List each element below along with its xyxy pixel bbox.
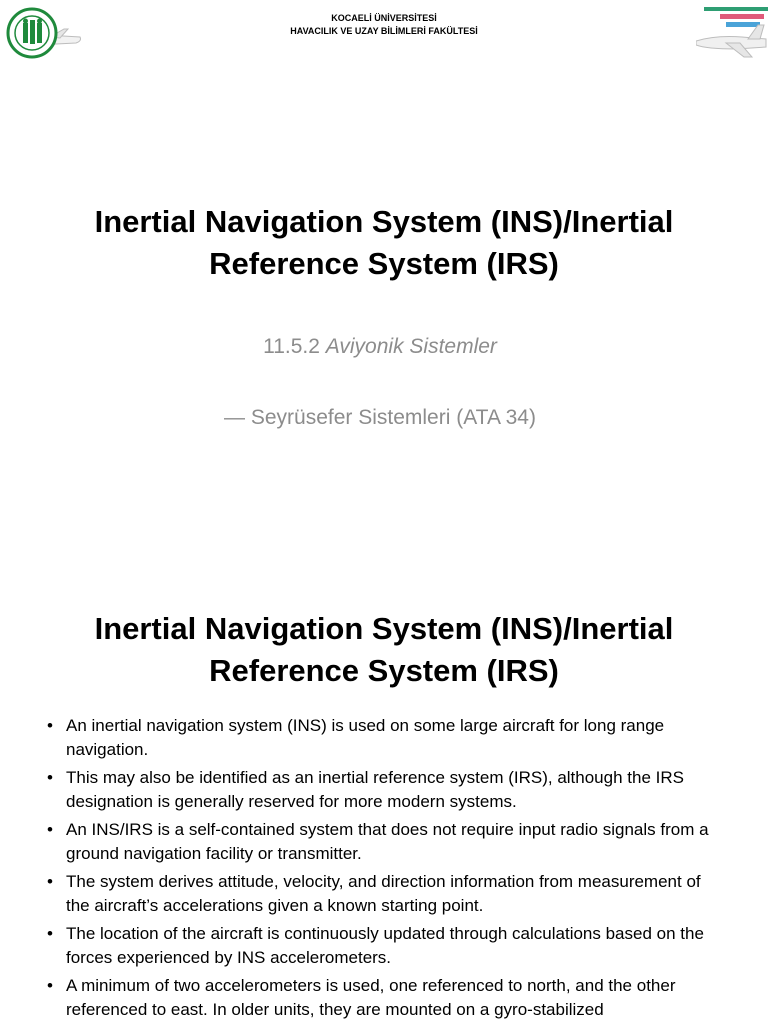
bullet-item [44, 714, 724, 762]
bullet-text: The location of the aircraft is continuously updated through calculations based on the forces experienced by INS accelerometers. [66, 924, 704, 967]
header-institution [0, 12, 768, 38]
bullet-marker: • [47, 768, 53, 787]
bullet-item [44, 922, 724, 970]
bullet-marker: • [47, 924, 53, 943]
slide-header [0, 0, 768, 62]
subtitle-topic: Aviyonik Sistemler [325, 335, 497, 358]
bullet-text: A minimum of two accelerometers is used, one referenced to north, and the other referenced to east. In older units, they are mounted on a gyro-stabilized [66, 976, 676, 1019]
title-line-2: Reference System (IRS) [209, 653, 559, 688]
subtitle-number: 11.5.2 [263, 335, 326, 358]
bullet-marker: • [47, 976, 53, 995]
bullet-text: This may also be identified as an inertial reference system (IRS), although the IRS designation is generally reserved for more modern systems. [66, 768, 684, 811]
bullet-text: An INS/IRS is a self-contained system that does not require input radio signals from a ground navigation facility or transmitter. [66, 820, 709, 863]
bullet-item [44, 870, 724, 918]
bullet-marker: • [47, 716, 53, 735]
subtitle-course [0, 335, 760, 359]
bullet-item [44, 974, 724, 1022]
bullet-marker: • [47, 820, 53, 839]
faculty-name: HAVACILIK VE UZAY BİLİMLERİ FAKÜLTESİ [290, 26, 478, 36]
bullet-marker: • [47, 872, 53, 891]
subtitle-chapter: — Seyrüsefer Sistemleri (ATA 34) [224, 406, 536, 429]
aircraft-icon [696, 5, 768, 61]
title-line-1: Inertial Navigation System (INS)/Inertial [94, 204, 674, 239]
university-name: KOCAELİ ÜNİVERSİTESİ [331, 13, 437, 23]
bullet-text: The system derives attitude, velocity, and direction information from measurement of the aircraft’s accelerations given a known starting point. [66, 872, 701, 915]
bullet-item [44, 818, 724, 866]
bullet-item [44, 766, 724, 814]
bullet-list [44, 714, 724, 1026]
slide2-title [40, 608, 728, 692]
slide-title [40, 201, 728, 285]
title-line-2: Reference System (IRS) [209, 246, 559, 281]
bullet-text: An inertial navigation system (INS) is used on some large aircraft for long range navigation. [66, 716, 665, 759]
title-line-1: Inertial Navigation System (INS)/Inertial [94, 611, 674, 646]
